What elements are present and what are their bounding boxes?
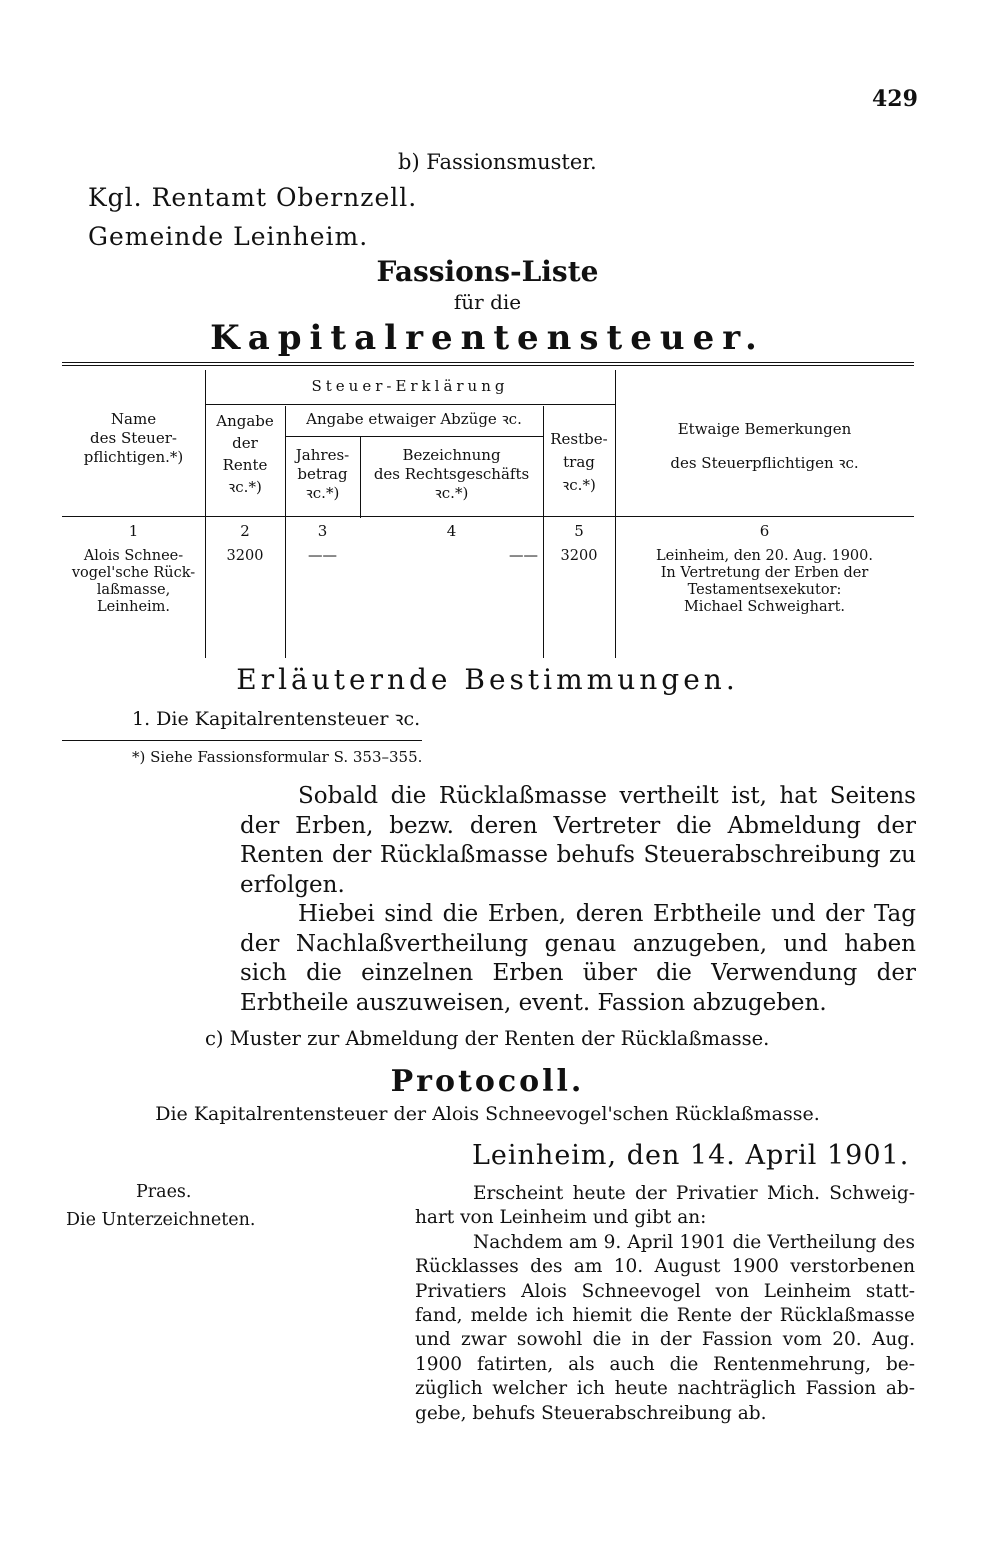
- col-number: 4: [446, 522, 457, 540]
- protocol-statement: Nachdem am 9. April 1901 die Vertheilung des Rücklasses des am 10. August 1900 verstorbenen Privatiers Alois Schneevogel von Leinheim statt-fand, melde ich hiemit die Rente der Rücklaßmasse und zwar sowohl die in der Fassion vom 20. Aug. 1900 fatirten, als auch die Rentenmehrung, be-züglich welcher ich heute nachträglich Fassion ab-gebe, behufs Steuerabschreibung ab.: [415, 1231, 915, 1424]
- protocol-subject: Die Kapitalrentensteuer der Alois Schneevogel'schen Rücklaßmasse.: [155, 1103, 820, 1125]
- footnote: *) Siehe Fassionsformular S. 353–355.: [132, 748, 423, 766]
- row-designation-cell: ——: [509, 548, 538, 564]
- protocol-date: Leinheim, den 14. April 1901.: [472, 1140, 910, 1171]
- col-rent-header: Angabe der Rente ꝛc.*): [216, 412, 274, 496]
- row-remarks-cell: Leinheim, den 20. Aug. 1900. In Vertretung der Erben der Testamentsexekutor: Michael Schweighart.: [655, 548, 873, 615]
- col-remainder-header: Restbe- trag ꝛc.*): [550, 430, 608, 494]
- col-number: 5: [574, 522, 584, 540]
- form-for-the: für die: [453, 290, 522, 314]
- explanations-paragraph-1: Sobald die Rücklaßmasse vertheilt ist, hat Seitens der Erben, bezw. deren Vertreter die Abmeldung der Renten der Rücklaßmasse behufs Steuerabschreibung zu erfolgen.: [240, 783, 916, 898]
- protocol-signers: Die Unterzeichneten.: [66, 1210, 256, 1230]
- subsection-c-heading: c) Muster zur Abmeldung der Renten der Rücklaßmasse.: [205, 1027, 770, 1050]
- row-remainder-cell: 3200: [560, 548, 598, 564]
- col-number: 1: [128, 522, 139, 540]
- fassion-table: [62, 370, 914, 658]
- table-hline: [205, 404, 615, 405]
- explanations-paragraph-2: Hiebei sind die Erben, deren Erbtheile und der Tag der Nachlaßvertheilung genau anzugeben, und haben sich die einzelnen Erben über die Verwendung der Erbtheile auszuweisen, event. Fassion abzugeben.: [240, 901, 916, 1016]
- table-top-rule: [62, 362, 914, 366]
- deductions-header: Angabe etwaiger Abzüge ꝛc.: [306, 410, 522, 428]
- explanations-heading: Erläuternde Bestimmungen.: [236, 663, 739, 696]
- protocol-intro: Erscheint heute der Privatier Mich. Schweig-hart von Leinheim und gibt an:: [415, 1183, 915, 1229]
- col-number: 3: [317, 522, 328, 540]
- col-annual-header: Jahres- betrag ꝛc.*): [295, 446, 350, 502]
- col-name-header: Name des Steuer- pflichtigen.*): [83, 410, 184, 466]
- row-annual-cell: ——: [308, 548, 337, 564]
- footnote-rule: [62, 740, 422, 741]
- row-rent-cell: 3200: [226, 548, 264, 564]
- col-number: 6: [759, 522, 770, 540]
- explanations-item-1: 1. Die Kapitalrentensteuer ꝛc.: [132, 708, 421, 730]
- col-number: 2: [240, 522, 250, 540]
- page-number: 429: [872, 86, 918, 112]
- office-name: Kgl. Rentamt Obernzell.: [88, 183, 418, 212]
- community-name: Gemeinde Leinheim.: [88, 222, 369, 251]
- form-title: Fassions-Liste: [376, 255, 599, 288]
- subsection-b-heading: b) Fassionsmuster.: [398, 150, 597, 174]
- tax-name: Kapitalrentensteuer.: [210, 318, 765, 358]
- table-hline: [62, 516, 914, 517]
- protocol-body: [415, 1182, 915, 1426]
- protocol-title: Protocoll.: [390, 1064, 585, 1099]
- col-remarks-header: Etwaige Bemerkungen des Steuerpflichtigen ꝛc.: [670, 420, 859, 472]
- col-designation-header: Bezeichnung des Rechtsgeschäfts ꝛc.*): [373, 446, 530, 502]
- group-header: Steuer-Erklärung: [311, 377, 509, 395]
- table-hline: [285, 436, 543, 437]
- protocol-praes: Praes.: [136, 1182, 192, 1202]
- row-name-cell: Alois Schnee- vogel'sche Rück- laßmasse, Leinheim.: [71, 548, 196, 615]
